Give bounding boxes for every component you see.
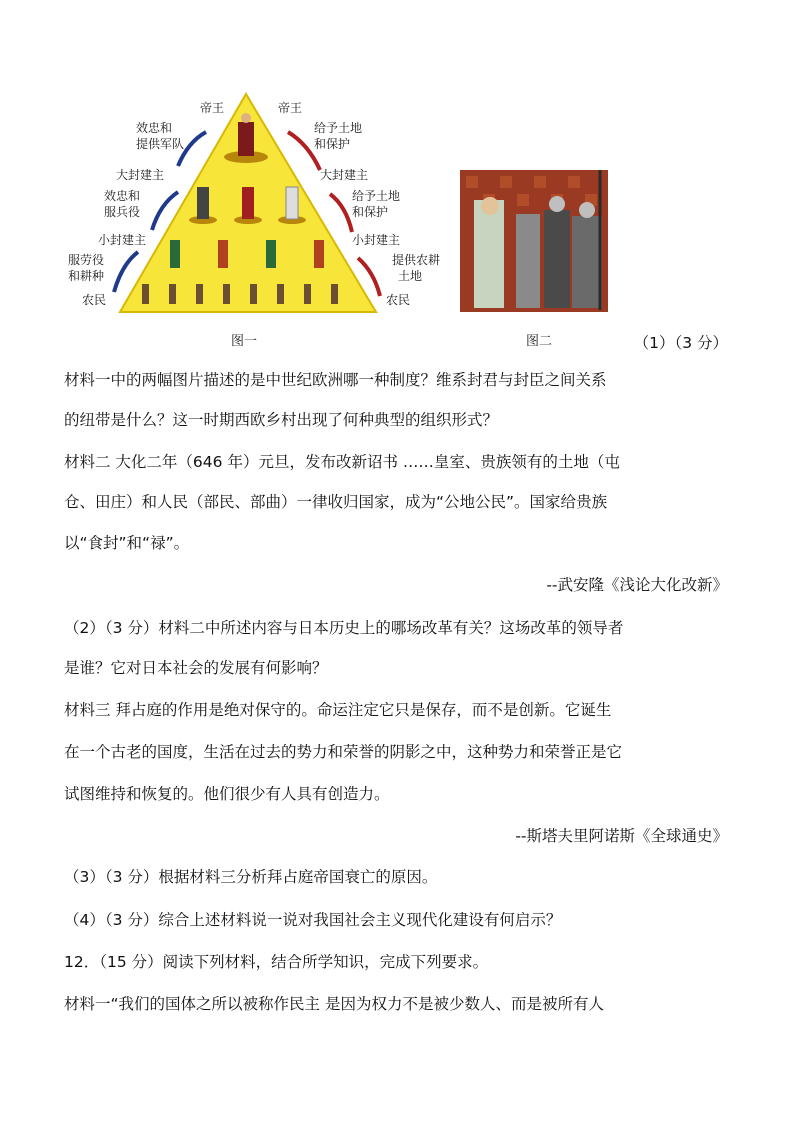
source-citation: --武安隆《浅论大化改新》	[546, 576, 728, 594]
text-line: （2）（3 分）材料二中所述内容与日本历史上的哪场改革有关？这场改革的领导者	[64, 619, 624, 637]
question-heading: 12．（15 分）阅读下列材料，结合所学知识，完成下列要求。	[64, 953, 489, 971]
question-line: （4）（3 分）综合上述材料说一说对我国社会主义现代化建设有何启示？	[64, 911, 562, 929]
source-citation: --斯塔夫里阿诺斯《全球通史》	[515, 827, 728, 845]
text-line: 的纽带是什么？这一时期西欧乡村出现了何种典型的组织形式？	[64, 411, 499, 429]
label-labor-farming-2: 和耕种	[68, 269, 105, 283]
label-loyalty-army-2: 提供军队	[136, 137, 185, 151]
label-loyalty-service-2: 服兵役	[104, 205, 141, 219]
label-lesser-lord-left: 小封建主	[98, 233, 147, 247]
label-grant-land-3: 给予土地	[352, 189, 401, 203]
homage-illustration	[460, 170, 608, 312]
label-grant-land-4: 和保护	[352, 205, 389, 219]
label-peasant-right: 农民	[386, 293, 411, 307]
feudal-pyramid-figure	[68, 92, 448, 316]
text-line: 材料二 大化二年（646 年）元旦，发布改新诏书 ……皇室、贵族领有的土地（屯	[64, 453, 620, 471]
label-lesser-lord-right: 小封建主	[352, 233, 401, 247]
text-line: 以“食封”和“禄”。	[64, 534, 190, 552]
label-loyalty-army-1: 效忠和	[136, 121, 173, 135]
great-lords-figures	[189, 187, 306, 224]
text-line: 是谁？它对日本社会的发展有何影响？	[64, 659, 328, 677]
label-king-right: 帝王	[278, 101, 303, 115]
question-line: （3）（3 分）根据材料三分析拜占庭帝国衰亡的原因。	[64, 868, 438, 886]
text-line: 试图维持和恢复的。他们很少有人具有创造力。	[64, 785, 390, 803]
label-loyalty-service-1: 效忠和	[104, 189, 141, 203]
text-line: 在一个古老的国度，生活在过去的势力和荣誉的阴影之中，这种势力和荣誉正是它	[64, 743, 623, 761]
figure2-caption: 图二	[526, 334, 553, 349]
label-provide-land-1: 提供农耕	[392, 253, 441, 267]
label-great-lord-right: 大封建主	[320, 168, 369, 182]
label-grant-land-2: 和保护	[314, 137, 351, 151]
text-line: 材料一“我们的国体之所以被称作民主 是因为权力不是被少数人、而是被所有人	[64, 995, 604, 1013]
text-line: 仓、田庄）和人民（部民、部曲）一律收归国家，成为“公地公民”。国家给贵族	[64, 493, 608, 511]
label-provide-land-2: 土地	[398, 269, 423, 283]
figure1-caption: 图一	[231, 334, 258, 349]
label-peasant-left: 农民	[82, 293, 107, 307]
text-line: 材料一中的两幅图片描述的是中世纪欧洲哪一种制度？维系封君与封臣之间关系	[64, 371, 607, 389]
label-labor-farming-1: 服劳役	[68, 253, 105, 267]
question1-score: （1）（3 分）	[633, 334, 728, 352]
label-king-left: 帝王	[200, 101, 225, 115]
text-line: 材料三 拜占庭的作用是绝对保守的。命运注定它只是保存，而不是创新。它诞生	[64, 701, 612, 719]
label-great-lord-left: 大封建主	[116, 168, 165, 182]
label-grant-land-1: 给予土地	[314, 121, 363, 135]
